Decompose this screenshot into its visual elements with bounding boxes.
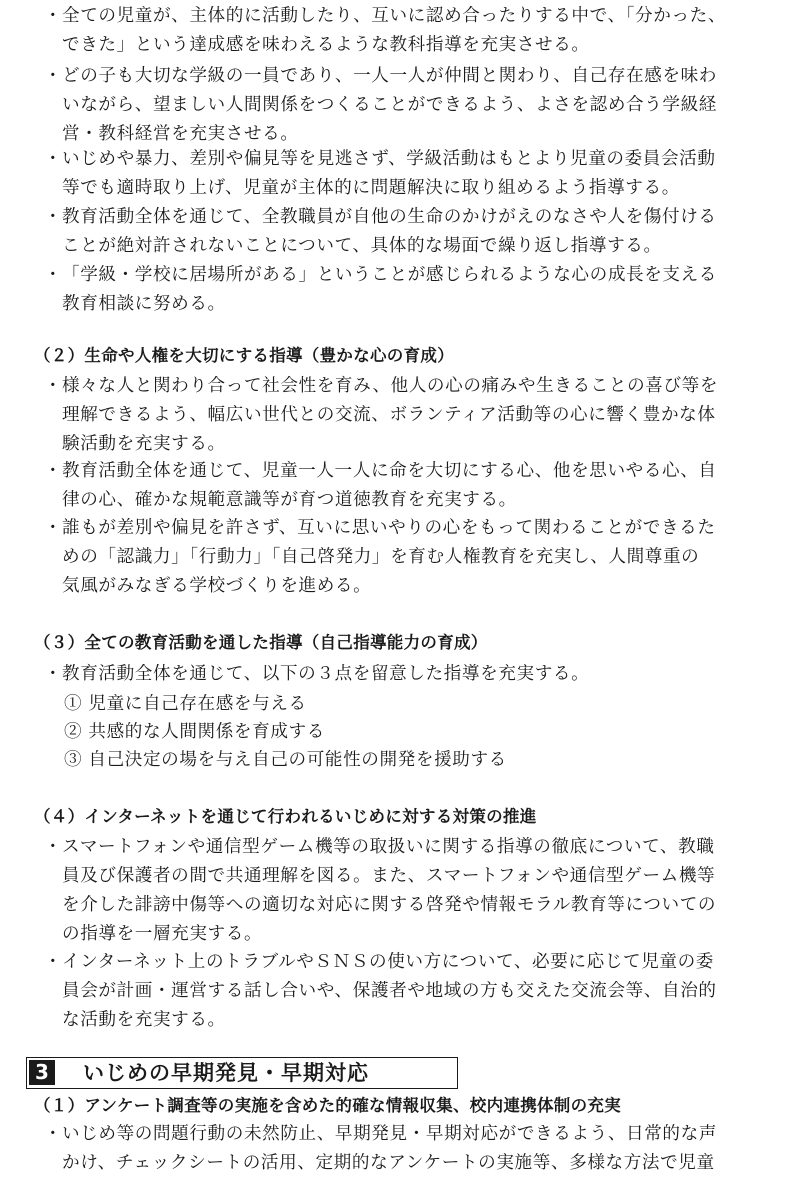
- bullet-text: 教育活動全体を通じて、全教職員が自他の生命のかけがえのなさや人を傷付ける ことが絶対許されないことについて、具体的な場面で繰り返し指導する。: [62, 207, 717, 256]
- bullet-text: 教育活動全体を通じて、以下の３点を留意した指導を充実する。: [62, 664, 590, 684]
- bullet-marker: ・: [44, 265, 63, 285]
- numbered-item: ③ 自己決定の場を与え自己の可能性の開発を援助する: [64, 750, 507, 770]
- numbered-item: ② 共感的な人間関係を育成する: [64, 722, 325, 742]
- list-item: [0, 62, 800, 149]
- list-item: [0, 660, 800, 689]
- bullet-marker: ・: [44, 1124, 63, 1144]
- list-item: [0, 2, 800, 60]
- section-heading: （１）アンケート調査等の実施を含めた的確な情報収集、校内連携体制の充実: [34, 1096, 622, 1115]
- list-item: [0, 457, 800, 515]
- bullet-text: スマートフォンや通信型ゲーム機等の取扱いに関する指導の徹底について、教職 員及び保護者の間で共通理解を図る。また、スマートフォンや通信型ゲーム機等 を介した誹謗中傷等への適切な対応に関する啓発や情報モラル教育等についての の指導を一層充実する。: [62, 837, 717, 944]
- bullet-marker: ・: [44, 837, 63, 857]
- chapter-number: 3: [29, 1060, 55, 1085]
- list-item: [0, 833, 800, 949]
- bullet-text: 「学級・学校に居場所がある」ということが感じられるような心の成長を支える 教育相談に努める。: [62, 265, 717, 314]
- bullet-text: いじめや暴力、差別や偏見等を見逃さず、学級活動はもとより児童の委員会活動 等でも適時取り上げ、児童が主体的に問題解決に取り組めるよう指導する。: [62, 149, 716, 198]
- list-item: [0, 203, 800, 261]
- list-item: [0, 514, 800, 601]
- list-item: [0, 1120, 800, 1178]
- bullet-text: 誰もが差別や偏見を許さず、互いに思いやりの心をもって関わることができるた めの「認識力」「行動力」「自己啓発力」を育む人権教育を充実し、人間尊重の 気風がみなぎる学校づくりを進める。: [62, 518, 716, 596]
- list-item: [0, 948, 800, 1035]
- bullet-text: 全ての児童が、主体的に活動したり、互いに認め合ったりする中で、「分かった、 できた」という達成感を味わえるような教科指導を充実させる。: [62, 6, 727, 55]
- list-item: [0, 145, 800, 203]
- bullet-text: いじめ等の問題行動の未然防止、早期発見・早期対応ができるよう、日常的な声 かけ、チェックシートの活用、定期的なアンケートの実施等、多様な方法で児童: [62, 1124, 717, 1173]
- bullet-marker: ・: [44, 952, 63, 972]
- list-item: [0, 261, 800, 319]
- chapter-heading: [26, 1057, 458, 1089]
- bullet-marker: ・: [44, 207, 63, 227]
- bullet-marker: ・: [44, 664, 63, 684]
- bullet-marker: ・: [44, 376, 63, 396]
- bullet-marker: ・: [44, 6, 63, 26]
- bullet-marker: ・: [44, 149, 63, 169]
- bullet-text: インターネット上のトラブルやＳＮＳの使い方について、必要に応じて児童の委 員会が計画・運営する話し合いや、保護者や地域の方も交えた交流会等、自治的 な活動を充実する。: [62, 952, 717, 1030]
- section-heading: （３）全ての教育活動を通した指導（自己指導能力の育成）: [34, 633, 488, 652]
- chapter-title: いじめの早期発見・早期対応: [83, 1061, 369, 1085]
- bullet-text: どの子も大切な学級の一員であり、一人一人が仲間と関わり、自己存在感を味わ いながら、望ましい人間関係をつくることができるよう、よさを認め合う学級経 営・教科経営を充実させる。: [62, 66, 717, 144]
- numbered-item: ① 児童に自己存在感を与える: [64, 694, 307, 714]
- section-heading: （４）インターネットを通じて行われるいじめに対する対策の推進: [34, 807, 537, 826]
- bullet-text: 教育活動全体を通じて、児童一人一人に命を大切にする心、他を思いやる心、自 律の心、確かな規範意識等が育つ道徳教育を充実する。: [62, 461, 717, 510]
- bullet-marker: ・: [44, 66, 63, 86]
- section-heading: （２）生命や人権を大切にする指導（豊かな心の育成）: [34, 346, 454, 365]
- bullet-marker: ・: [44, 461, 63, 481]
- bullet-text: 様々な人と関わり合って社会性を育み、他人の心の痛みや生きることの喜び等を 理解できるよう、幅広い世代との交流、ボランティア活動等の心に響く豊かな体 験活動を充実する。: [62, 376, 719, 454]
- list-item: [0, 372, 800, 459]
- bullet-marker: ・: [44, 518, 63, 538]
